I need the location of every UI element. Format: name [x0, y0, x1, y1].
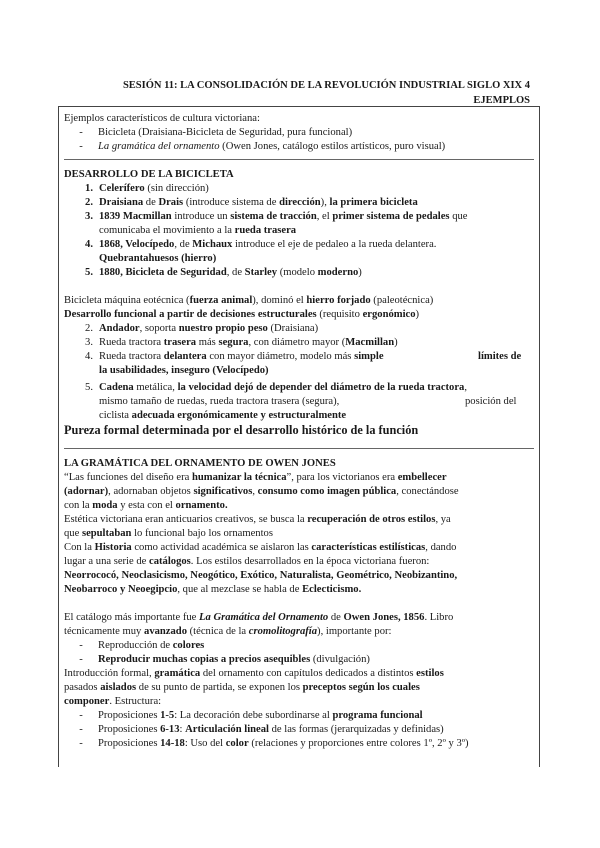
list-item: 4. Rueda tractora delantera con mayor diámetro, modelo más simple: [85, 351, 384, 362]
list-item: - Proposiciones 1-5: La decoración debe subordinarse al programa funcional: [79, 710, 423, 721]
list-item: - Reproducir muchas copias a precios asequibles (divulgación): [79, 654, 370, 665]
paragraph-line: Estética victoriana eran anticuarios creativos, se busca la recuperación de otros estilos, ya: [64, 514, 451, 525]
list-item: 1. Celerífero (sin dirección): [85, 183, 209, 194]
list-item-continuation: la usabilidades, inseguro (Velocípedo): [99, 365, 269, 376]
list-item-continuation: Quebrantahuesos (hierro): [99, 253, 217, 264]
divider: [64, 448, 534, 449]
paragraph-line: componer. Estructura:: [64, 696, 162, 707]
intro-text: Ejemplos característicos de cultura victoriana:: [64, 113, 260, 124]
paragraph-line: Con la Historia como actividad académica se aislaron las características estilísticas, dando: [64, 542, 457, 553]
list-item-fragment: límites de: [478, 351, 522, 362]
paragraph: Bicicleta máquina eotécnica (fuerza animal), dominó el hierro forjado (paleotécnica): [64, 295, 434, 306]
list-item: - Reproducción de colores: [79, 640, 205, 651]
paragraph-line: Neorrococó, Neoclasicismo, Neogótico, Exótico, Naturalista, Geométrico, Neobizantino,: [64, 570, 458, 581]
list-item: 3. Rueda tractora trasera más segura, con diámetro mayor (Macmillan): [85, 337, 398, 348]
paragraph-line: “Las funciones del diseño era humanizar la técnica”, para los victorianos era embellecer: [64, 472, 447, 483]
list-item: - Proposiciones 6-13: Articulación lineal de las formas (jerarquizadas y definidas): [79, 724, 444, 735]
page-title: SESIÓN 11: LA CONSOLIDACIÓN DE LA REVOLUCIÓN INDUSTRIAL SIGLO XIX 4: [122, 80, 530, 91]
paragraph: Desarrollo funcional a partir de decisiones estructurales (requisito ergonómico): [64, 309, 420, 320]
list-item: 4. 1868, Velocípedo, de Michaux introduce el eje de pedaleo a la rueda delantera.: [85, 239, 437, 250]
paragraph-line: lugar a una serie de catálogos. Los estilos desarrollados en la época victoriana fueron:: [64, 556, 430, 567]
page-subtitle: EJEMPLOS: [473, 95, 530, 106]
section-heading: LA GRAMÁTICA DEL ORNAMENTO DE OWEN JONES: [64, 458, 336, 469]
paragraph-line: pasados aislados de su punto de partida, se exponen los preceptos según los cuales: [64, 682, 420, 693]
list-item: - La gramática del ornamento (Owen Jones, catálogo estilos artísticos, puro visual): [79, 141, 446, 152]
list-item: 3. 1839 Macmillan introduce un sistema de tracción, el primer sistema de pedales que: [85, 211, 468, 222]
section-heading: DESARROLLO DE LA BICICLETA: [64, 169, 234, 180]
list-item-continuation: comunicaba el movimiento a la rueda trasera: [99, 225, 297, 236]
list-item: 5. Cadena metálica, la velocidad dejó de depender del diámetro de la rueda tractora,: [85, 382, 468, 393]
paragraph-line: El catálogo más importante fue La Gramática del Ornamento de Owen Jones, 1856. Libro: [64, 612, 454, 623]
list-item: 5. 1880, Bicicleta de Seguridad, de Starley (modelo moderno): [85, 267, 362, 278]
list-item: - Bicicleta (Draisiana-Bicicleta de Seguridad, pura funcional): [79, 127, 353, 138]
list-item: - Proposiciones 14-18: Uso del color (relaciones y proporciones entre colores 1º, 2º y 3º): [79, 738, 469, 749]
divider: [64, 159, 534, 160]
paragraph-line: Neobarroco y Neoegipcio, que al mezclase se habla de Eclecticismo.: [64, 584, 362, 595]
list-item-continuation: ciclista adecuada ergonómicamente y estructuralmente: [99, 410, 347, 421]
paragraph-line: técnicamente muy avanzado (técnica de la cromolitografía), importante por:: [64, 626, 392, 637]
paragraph-line: con la moda y esta con el ornamento.: [64, 500, 228, 511]
list-item: 2. Draisiana de Drais (introduce sistema de dirección), la primera bicicleta: [85, 197, 418, 208]
conclusion-text: Pureza formal determinada por el desarrollo histórico de la función: [64, 423, 419, 437]
list-item-continuation: mismo tamaño de ruedas, rueda tractora trasera (segura),: [99, 396, 340, 407]
paragraph-line: (adornar), adornaban objetos significativos, consumo como imagen pública, conectándose: [64, 486, 459, 497]
paragraph-line: que sepultaban lo funcional bajo los ornamentos: [64, 528, 273, 539]
list-item: 2. Andador, soporta nuestro propio peso (Draisiana): [85, 323, 319, 334]
list-item-fragment: posición del: [465, 396, 517, 407]
paragraph-line: Introducción formal, gramática del ornamento con capítulos dedicados a distintos estilos: [64, 668, 444, 679]
